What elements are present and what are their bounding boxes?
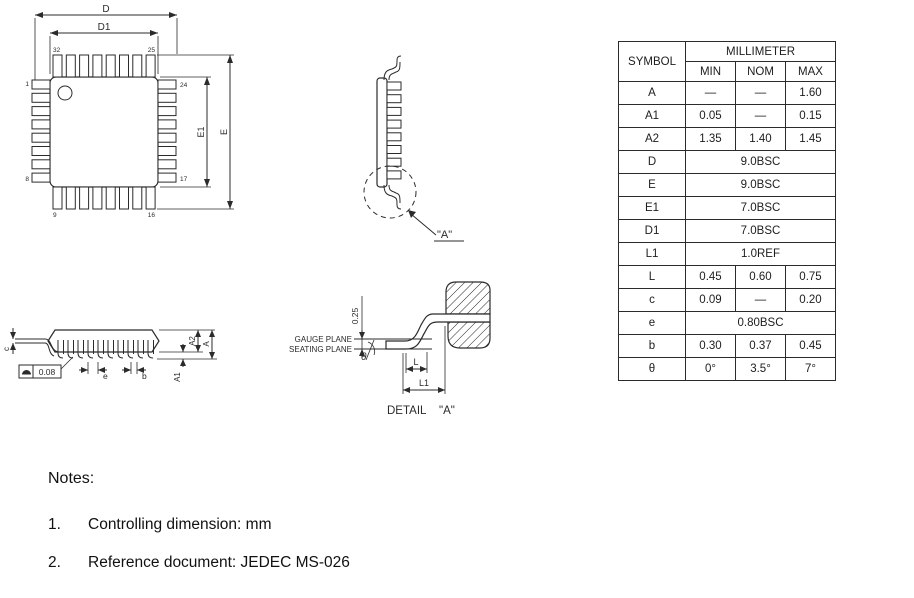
coplanarity-value: 0.08 <box>38 367 56 377</box>
table-row <box>619 243 836 266</box>
cell-nom: 0.37 <box>736 335 786 358</box>
cell-min: — <box>686 82 736 105</box>
package-body-lower-hatch <box>448 322 490 348</box>
dim-label-025: 0.25 <box>350 307 360 325</box>
qfp-side-view <box>340 40 480 250</box>
cell-nom: 3.5° <box>736 358 786 381</box>
cell-span-value: 0.80BSC <box>686 312 836 335</box>
dimension-l <box>406 352 427 373</box>
dimension-l1 <box>403 326 445 394</box>
pin-number-8: 8 <box>25 176 29 183</box>
right-pin-row <box>158 80 176 182</box>
table-row <box>619 197 836 220</box>
cell-symbol: θ <box>619 358 686 381</box>
cell-max: 0.75 <box>786 266 836 289</box>
cell-symbol: A1 <box>619 105 686 128</box>
top-pin-row <box>53 55 155 77</box>
cell-symbol: A <box>619 82 686 105</box>
cell-max: 0.15 <box>786 105 836 128</box>
cell-span-value: 7.0BSC <box>686 197 836 220</box>
cell-min: 0.45 <box>686 266 736 289</box>
table-row <box>619 312 836 335</box>
dim-label-e-pitch: e <box>103 371 108 381</box>
table-row <box>619 174 836 197</box>
table-row <box>619 128 836 151</box>
dim-label-a1: A1 <box>173 372 182 382</box>
cell-min: 0.09 <box>686 289 736 312</box>
dim-label-e1: E1 <box>196 126 206 138</box>
dim-label-b: b <box>142 371 147 381</box>
cell-symbol: L <box>619 266 686 289</box>
bottom-pin-row <box>53 187 155 209</box>
dimension-a <box>157 330 217 359</box>
col-header-min: MIN <box>686 62 736 82</box>
cell-nom: — <box>736 289 786 312</box>
pin-number-1: 1 <box>25 81 29 88</box>
table-row <box>619 358 836 381</box>
cell-max: 7° <box>786 358 836 381</box>
cell-max: 0.45 <box>786 335 836 358</box>
dimension-b <box>122 362 147 381</box>
side-pins <box>387 82 401 179</box>
cell-symbol: E1 <box>619 197 686 220</box>
col-header-nom: NOM <box>736 62 786 82</box>
note-text: Controlling dimension: mm <box>88 516 272 533</box>
detail-caption: DETAIL <box>387 405 427 417</box>
notes-title: Notes: <box>48 470 95 487</box>
cell-symbol: c <box>619 289 686 312</box>
cell-min: 0° <box>686 358 736 381</box>
pin-number-24: 24 <box>180 82 188 89</box>
cell-min: 1.35 <box>686 128 736 151</box>
table-row <box>619 151 836 174</box>
pin-number-25: 25 <box>147 47 155 54</box>
seating-plane-label: SEATING PLANE <box>289 345 352 354</box>
cell-max: 0.20 <box>786 289 836 312</box>
table-row <box>619 266 836 289</box>
qfp-top-view <box>8 4 248 236</box>
pin-number-16: 16 <box>147 212 155 219</box>
dim-label-a: A <box>202 341 211 347</box>
package-body-profile <box>377 78 387 187</box>
cell-span-value: 9.0BSC <box>686 151 836 174</box>
cell-nom: 1.40 <box>736 128 786 151</box>
cell-symbol: L1 <box>619 243 686 266</box>
package-body-upper-hatch <box>446 282 490 314</box>
cell-symbol: D <box>619 151 686 174</box>
note-text: Reference document: JEDEC MS-026 <box>88 554 350 571</box>
dimensions-table <box>618 41 836 381</box>
pin-number-32: 32 <box>53 47 61 54</box>
table-row <box>619 289 836 312</box>
gauge-plane-label: GAUGE PLANE <box>294 335 352 344</box>
dim-label-d: D <box>102 4 110 15</box>
theta-label: θ <box>361 352 367 363</box>
cell-symbol: e <box>619 312 686 335</box>
cell-symbol: E <box>619 174 686 197</box>
cell-span-value: 1.0REF <box>686 243 836 266</box>
note-number: 2. <box>48 554 61 571</box>
cell-span-value: 7.0BSC <box>686 220 836 243</box>
cell-span-value: 9.0BSC <box>686 174 836 197</box>
cell-nom: 0.60 <box>736 266 786 289</box>
detail-ref-label: "A" <box>437 229 453 241</box>
cell-symbol: D1 <box>619 220 686 243</box>
left-pin-row <box>32 80 50 182</box>
dimension-a2 <box>159 330 215 352</box>
col-header-max: MAX <box>786 62 836 82</box>
cell-nom: — <box>736 105 786 128</box>
lead-detail-a <box>282 278 500 423</box>
table-row <box>619 82 836 105</box>
seating-plane-symbol-icon <box>22 370 31 374</box>
coplanarity-frame <box>19 357 73 378</box>
dim-label-c: c <box>2 347 11 351</box>
dimension-e-pitch <box>79 362 108 381</box>
cell-max: 1.45 <box>786 128 836 151</box>
dim-label-a2: A2 <box>188 336 197 346</box>
note-item-1 <box>48 516 350 534</box>
table-row <box>619 335 836 358</box>
dimension-a1 <box>173 344 183 382</box>
table-row <box>619 105 836 128</box>
dim-label-e: E <box>219 128 229 136</box>
cell-symbol: b <box>619 335 686 358</box>
cell-min: 0.30 <box>686 335 736 358</box>
dim-label-l1: L1 <box>418 378 430 388</box>
cell-max: 1.60 <box>786 82 836 105</box>
cell-nom: — <box>736 82 786 105</box>
cell-min: 0.05 <box>686 105 736 128</box>
qfp-front-view <box>2 315 220 393</box>
dim-label-l: L <box>413 357 419 367</box>
pin-number-17: 17 <box>180 176 188 183</box>
notes-section <box>48 470 350 592</box>
note-item-2 <box>48 554 350 572</box>
dimension-c <box>2 328 13 354</box>
col-header-millimeter: MILLIMETER <box>686 42 836 62</box>
package-body <box>50 77 158 187</box>
table-row <box>619 220 836 243</box>
col-header-symbol: SYMBOL <box>619 42 686 82</box>
dimension-theta <box>361 340 375 363</box>
pin-number-9: 9 <box>53 212 57 219</box>
dim-label-d1: D1 <box>97 22 111 33</box>
note-number: 1. <box>48 516 61 533</box>
cell-symbol: A2 <box>619 128 686 151</box>
detail-caption-ref: "A" <box>439 405 455 417</box>
